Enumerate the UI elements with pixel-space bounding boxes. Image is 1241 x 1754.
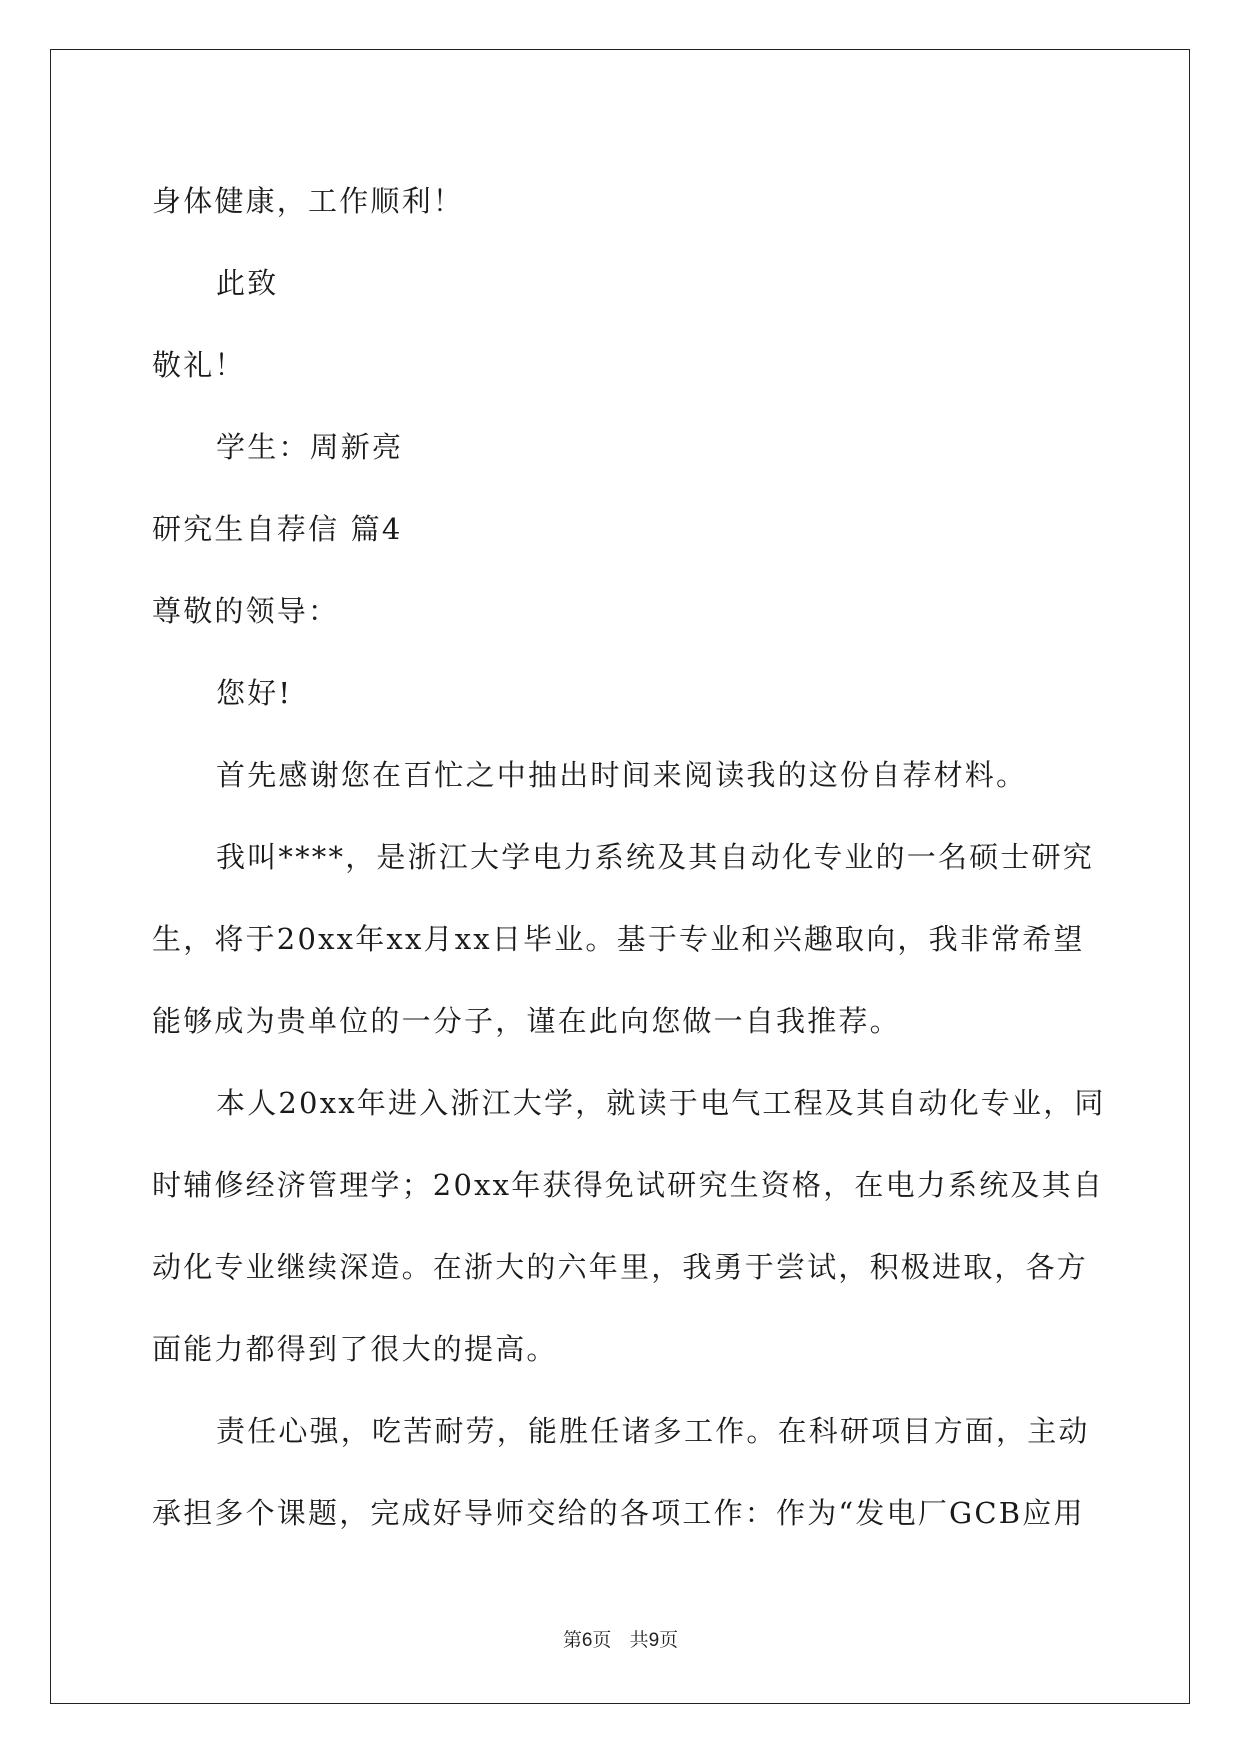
footer-total-suffix: 页 bbox=[659, 1629, 679, 1651]
paragraph-line: 我叫****，是浙江大学电力系统及其自动化专业的一名硕士研究 bbox=[216, 840, 1095, 874]
footer-page-suffix: 页 bbox=[592, 1629, 612, 1651]
closing-wish: 身体健康，工作顺利！ bbox=[152, 184, 465, 218]
paragraph-line: 本人20xx年进入浙江大学，就读于电气工程及其自动化专业，同 bbox=[216, 1086, 1106, 1120]
paragraph-line: 首先感谢您在百忙之中抽出时间来阅读我的这份自荐材料。 bbox=[216, 758, 1028, 792]
greeting-recipient: 尊敬的领导： bbox=[152, 594, 340, 628]
paragraph-line: 生，将于20xx年xx月xx日毕业。基于专业和兴趣取向，我非常希望 bbox=[152, 922, 1085, 956]
current-page-number: 6 bbox=[581, 1630, 593, 1651]
document-body bbox=[152, 160, 1106, 1554]
paragraph-line: 面能力都得到了很大的提高。 bbox=[152, 1332, 558, 1366]
paragraph-line: 时辅修经济管理学；20xx年获得免试研究生资格，在电力系统及其自 bbox=[152, 1168, 1105, 1202]
footer-total-prefix: 共 bbox=[629, 1629, 649, 1651]
salutation-cizhi: 此致 bbox=[216, 266, 279, 300]
signature: 学生：周新亮 bbox=[216, 430, 404, 464]
footer-prefix: 第 bbox=[562, 1629, 582, 1651]
paragraph-line: 承担多个课题，完成好导师交给的各项工作：作为“发电厂GCB应用 bbox=[152, 1496, 1085, 1530]
paragraph-line: 动化专业继续深造。在浙大的六年里，我勇于尝试，积极进取，各方 bbox=[152, 1250, 1089, 1284]
paragraph-line: 责任心强，吃苦耐劳，能胜任诸多工作。在科研项目方面，主动 bbox=[216, 1414, 1090, 1448]
paragraph-line: 能够成为贵单位的一分子，谨在此向您做一自我推荐。 bbox=[152, 1004, 901, 1038]
section-heading: 研究生自荐信 篇4 bbox=[152, 512, 403, 546]
salutation-jingli: 敬礼！ bbox=[152, 348, 246, 382]
page-footer bbox=[0, 1625, 1241, 1652]
greeting: 您好! bbox=[216, 676, 293, 710]
total-pages-number: 9 bbox=[648, 1630, 660, 1651]
